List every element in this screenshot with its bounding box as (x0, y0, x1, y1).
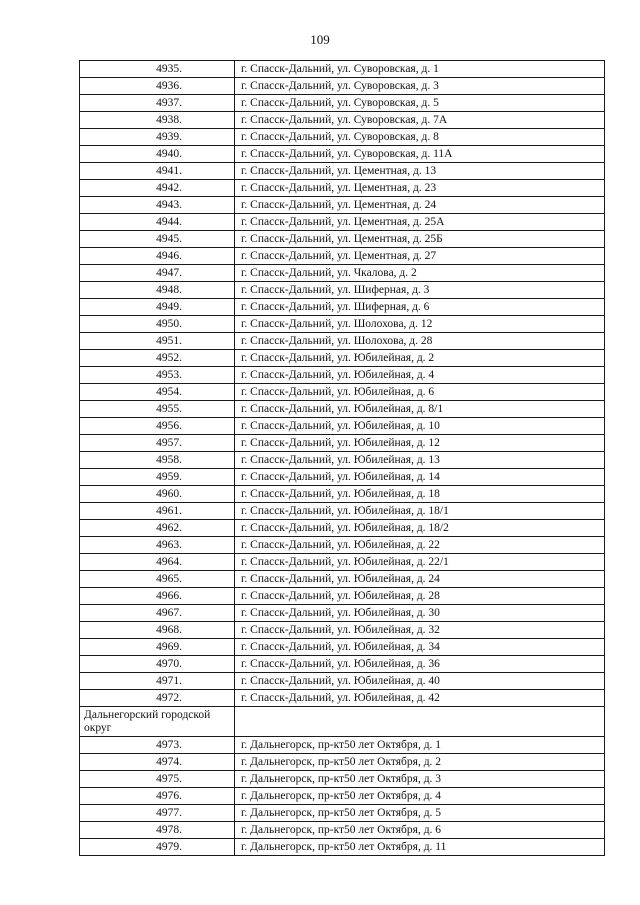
table-row (80, 401, 605, 418)
table-row (80, 469, 605, 486)
row-address: г. Спасск-Дальний, ул. Цементная, д. 27 (235, 248, 605, 265)
row-number: 4958. (80, 452, 235, 469)
row-address: г. Спасск-Дальний, ул. Цементная, д. 24 (235, 197, 605, 214)
table-row (80, 605, 605, 622)
row-address: г. Спасск-Дальний, ул. Юбилейная, д. 13 (235, 452, 605, 469)
row-number: 4936. (80, 78, 235, 95)
table-row (80, 282, 605, 299)
table-row (80, 588, 605, 605)
row-number: 4935. (80, 61, 235, 78)
row-number: 4955. (80, 401, 235, 418)
table-row (80, 737, 605, 754)
section-row (80, 707, 605, 737)
table-row (80, 265, 605, 282)
table-row (80, 788, 605, 805)
row-number: 4945. (80, 231, 235, 248)
address-table (79, 60, 605, 856)
row-number: 4943. (80, 197, 235, 214)
table-row (80, 520, 605, 537)
row-address: г. Спасск-Дальний, ул. Юбилейная, д. 8/1 (235, 401, 605, 418)
table-row (80, 384, 605, 401)
row-address: г. Спасск-Дальний, ул. Юбилейная, д. 42 (235, 690, 605, 707)
row-address: г. Спасск-Дальний, ул. Суворовская, д. 1 (235, 61, 605, 78)
row-number: 4960. (80, 486, 235, 503)
row-address: г. Спасск-Дальний, ул. Суворовская, д. 3 (235, 78, 605, 95)
row-number: 4940. (80, 146, 235, 163)
row-number: 4971. (80, 673, 235, 690)
row-number: 4954. (80, 384, 235, 401)
table-row (80, 350, 605, 367)
table-row (80, 673, 605, 690)
table-row (80, 554, 605, 571)
row-address: г. Спасск-Дальний, ул. Цементная, д. 23 (235, 180, 605, 197)
table-row (80, 112, 605, 129)
table-row (80, 503, 605, 520)
row-number: 4952. (80, 350, 235, 367)
row-number: 4951. (80, 333, 235, 350)
row-number: 4967. (80, 605, 235, 622)
row-address: г. Спасск-Дальний, ул. Шиферная, д. 6 (235, 299, 605, 316)
address-table-body (80, 61, 605, 856)
table-row (80, 418, 605, 435)
page-number: 109 (310, 32, 330, 47)
row-address: г. Спасск-Дальний, ул. Цементная, д. 13 (235, 163, 605, 180)
row-number: 4970. (80, 656, 235, 673)
table-row (80, 316, 605, 333)
row-number: 4964. (80, 554, 235, 571)
row-address: г. Спасск-Дальний, ул. Шиферная, д. 3 (235, 282, 605, 299)
row-address: г. Спасск-Дальний, ул. Юбилейная, д. 12 (235, 435, 605, 452)
section-name: Дальнегорский городской округ (80, 707, 235, 737)
row-address: г. Спасск-Дальний, ул. Юбилейная, д. 18/2 (235, 520, 605, 537)
table-row (80, 656, 605, 673)
row-number: 4965. (80, 571, 235, 588)
table-row (80, 78, 605, 95)
row-number: 4974. (80, 754, 235, 771)
row-number: 4948. (80, 282, 235, 299)
row-address: г. Спасск-Дальний, ул. Суворовская, д. 8 (235, 129, 605, 146)
row-number: 4977. (80, 805, 235, 822)
table-row (80, 822, 605, 839)
row-number: 4942. (80, 180, 235, 197)
row-address: г. Спасск-Дальний, ул. Юбилейная, д. 30 (235, 605, 605, 622)
table-row (80, 248, 605, 265)
table-row (80, 571, 605, 588)
table-row (80, 537, 605, 554)
table-row (80, 197, 605, 214)
row-address: г. Спасск-Дальний, ул. Юбилейная, д. 18 (235, 486, 605, 503)
row-address: г. Дальнегорск, пр-кт50 лет Октября, д. 11 (235, 839, 605, 856)
table-row (80, 146, 605, 163)
table-row (80, 299, 605, 316)
row-address: г. Спасск-Дальний, ул. Юбилейная, д. 24 (235, 571, 605, 588)
row-address: г. Спасск-Дальний, ул. Суворовская, д. 7А (235, 112, 605, 129)
row-address: г. Спасск-Дальний, ул. Суворовская, д. 5 (235, 95, 605, 112)
row-number: 4950. (80, 316, 235, 333)
row-number: 4969. (80, 639, 235, 656)
row-number: 4949. (80, 299, 235, 316)
row-address: г. Спасск-Дальний, ул. Юбилейная, д. 40 (235, 673, 605, 690)
row-address: г. Спасск-Дальний, ул. Шолохова, д. 28 (235, 333, 605, 350)
row-number: 4976. (80, 788, 235, 805)
row-number: 4957. (80, 435, 235, 452)
row-number: 4979. (80, 839, 235, 856)
row-number: 4941. (80, 163, 235, 180)
row-number: 4946. (80, 248, 235, 265)
row-address: г. Спасск-Дальний, ул. Чкалова, д. 2 (235, 265, 605, 282)
row-number: 4939. (80, 129, 235, 146)
row-address: г. Спасск-Дальний, ул. Юбилейная, д. 18/1 (235, 503, 605, 520)
row-number: 4963. (80, 537, 235, 554)
table-row (80, 129, 605, 146)
row-address: г. Спасск-Дальний, ул. Суворовская, д. 11А (235, 146, 605, 163)
table-row (80, 435, 605, 452)
row-address: г. Дальнегорск, пр-кт50 лет Октября, д. 6 (235, 822, 605, 839)
row-address: г. Спасск-Дальний, ул. Юбилейная, д. 28 (235, 588, 605, 605)
row-number: 4978. (80, 822, 235, 839)
row-address: г. Дальнегорск, пр-кт50 лет Октября, д. 3 (235, 771, 605, 788)
table-row (80, 214, 605, 231)
table-row (80, 95, 605, 112)
table-row (80, 639, 605, 656)
row-number: 4956. (80, 418, 235, 435)
row-address: г. Спасск-Дальний, ул. Юбилейная, д. 34 (235, 639, 605, 656)
table-row (80, 180, 605, 197)
row-number: 4962. (80, 520, 235, 537)
row-address: г. Спасск-Дальний, ул. Юбилейная, д. 14 (235, 469, 605, 486)
table-row (80, 231, 605, 248)
row-number: 4961. (80, 503, 235, 520)
table-row (80, 690, 605, 707)
row-number: 4947. (80, 265, 235, 282)
table-row (80, 367, 605, 384)
row-address: г. Спасск-Дальний, ул. Юбилейная, д. 2 (235, 350, 605, 367)
table-row (80, 61, 605, 78)
table-row (80, 805, 605, 822)
row-number: 4959. (80, 469, 235, 486)
row-number: 4972. (80, 690, 235, 707)
row-address: г. Дальнегорск, пр-кт50 лет Октября, д. 2 (235, 754, 605, 771)
row-address: г. Спасск-Дальний, ул. Юбилейная, д. 6 (235, 384, 605, 401)
row-address: г. Спасск-Дальний, ул. Юбилейная, д. 22 (235, 537, 605, 554)
row-address: г. Спасск-Дальний, ул. Цементная, д. 25Б (235, 231, 605, 248)
section-empty-cell (235, 707, 605, 737)
row-number: 4953. (80, 367, 235, 384)
row-address: г. Спасск-Дальний, ул. Юбилейная, д. 22/1 (235, 554, 605, 571)
row-number: 4937. (80, 95, 235, 112)
row-number: 4944. (80, 214, 235, 231)
row-number: 4975. (80, 771, 235, 788)
table-row (80, 163, 605, 180)
row-number: 4968. (80, 622, 235, 639)
row-address: г. Спасск-Дальний, ул. Юбилейная, д. 4 (235, 367, 605, 384)
row-address: г. Дальнегорск, пр-кт50 лет Октября, д. 1 (235, 737, 605, 754)
row-address: г. Спасск-Дальний, ул. Юбилейная, д. 36 (235, 656, 605, 673)
row-number: 4973. (80, 737, 235, 754)
row-address: г. Спасск-Дальний, ул. Шолохова, д. 12 (235, 316, 605, 333)
row-address: г. Спасск-Дальний, ул. Цементная, д. 25А (235, 214, 605, 231)
row-address: г. Дальнегорск, пр-кт50 лет Октября, д. 5 (235, 805, 605, 822)
row-address: г. Спасск-Дальний, ул. Юбилейная, д. 10 (235, 418, 605, 435)
table-row (80, 839, 605, 856)
row-address: г. Спасск-Дальний, ул. Юбилейная, д. 32 (235, 622, 605, 639)
table-row (80, 486, 605, 503)
table-row (80, 622, 605, 639)
table-row (80, 333, 605, 350)
table-row (80, 771, 605, 788)
table-row (80, 452, 605, 469)
row-number: 4938. (80, 112, 235, 129)
table-row (80, 754, 605, 771)
row-number: 4966. (80, 588, 235, 605)
row-address: г. Дальнегорск, пр-кт50 лет Октября, д. 4 (235, 788, 605, 805)
